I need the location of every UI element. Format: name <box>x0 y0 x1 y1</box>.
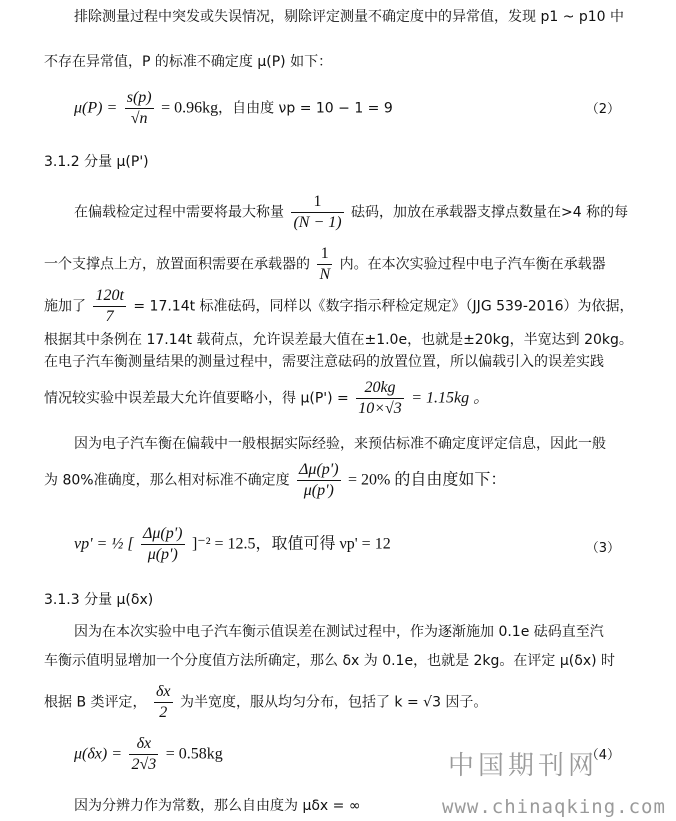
para2-line4: 根据其中条例在 17.14t 载荷点，允许误差最大值在±1.0e，也就是±20kg，半宽达到 20kg。 <box>44 332 633 348</box>
para2-l6-text-a: 情况较实验中误差最大允许值要略小，得 μ(P') = <box>44 390 349 407</box>
eq4-fraction <box>129 734 158 775</box>
equation-4-number: （4） <box>585 748 620 763</box>
para3-line1: 因为电子汽车衡在偏载中一般根据实际经验，来预估标准不确定度评定信息，因此一般 <box>74 436 606 452</box>
watermark-url: www.chinaqking.com <box>442 796 666 818</box>
equation-4 <box>74 734 223 775</box>
para4-l3-numerator: δx <box>154 682 173 703</box>
para2-line2 <box>44 244 606 285</box>
para4-l3-fraction <box>154 682 173 723</box>
para2-l1-text-b: 砝码，加放在承载器支撑点数量在>4 称的每 <box>351 204 629 221</box>
para4-line3 <box>44 682 487 723</box>
equation-3 <box>74 524 391 565</box>
para2-line1 <box>74 192 628 233</box>
section-3-1-3-heading: 3.1.3 分量 μ(δx) <box>44 592 154 608</box>
para2-l2-denominator: N <box>319 266 331 283</box>
para2-l1-fraction <box>291 192 343 233</box>
equation-2-number: （2） <box>585 102 620 117</box>
para3-l2-text-b: = 20% 的自由度如下： <box>347 471 507 489</box>
para3-l2-denominator: μ(p') <box>303 482 334 499</box>
para2-l3-denominator: 7 <box>105 308 114 325</box>
para2-l2-text-b: 内。在本次实验过程中电子汽车衡在承载器 <box>339 256 606 273</box>
para2-l6-fraction <box>356 378 404 419</box>
para2-l1-text-a: 在偏载检定过程中需要将最大称量 <box>74 204 284 221</box>
para2-line5: 在电子汽车衡测量结果的测量过程中，需要注意砝码的放置位置，所以偏载引入的误差实践 <box>44 354 604 370</box>
para4-line1: 因为在本次实验中电子汽车衡示值误差在测试过程中，作为逐渐施加 0.1e 砝码直至汽 <box>74 624 604 640</box>
para1-line1: 排除测量过程中突发或失误情况，剔除评定测量不确定度中的异常值，发现 p1 ~ p10 中 <box>74 9 625 25</box>
eq4-denominator: 2√3 <box>131 756 157 773</box>
para2-l2-text-a: 一个支撑点上方，放置面积需要在承载器的 <box>44 256 310 273</box>
para2-l6-denominator: 10×√3 <box>358 400 402 417</box>
equation-3-number: （3） <box>585 541 620 556</box>
para2-line6 <box>44 378 489 419</box>
eq2-fraction <box>125 88 154 129</box>
equation-2 <box>74 88 393 129</box>
eq2-lhs: μ(P) = <box>74 99 118 117</box>
para4-l3-text-a: 根据 B 类评定， <box>44 694 147 711</box>
para2-line3 <box>44 286 634 327</box>
para3-l2-numerator: Δμ(p') <box>297 460 341 481</box>
para2-l6-text-b: = 1.15kg 。 <box>411 389 490 407</box>
eq4-numerator: δx <box>129 734 158 755</box>
para2-l2-fraction <box>317 244 332 285</box>
eq3-denominator: μ(p') <box>147 546 178 563</box>
para4-line2: 车衡示值明显增加一个分度值方法所确定，那么 δx 为 0.1e，也就是 2kg。在评定 μ(δx) 时 <box>44 653 616 669</box>
eq3-rhs: ]⁻² = 12.5，取值可得 νp' = 12 <box>191 535 391 553</box>
para2-l1-numerator: 1 <box>291 192 343 213</box>
para2-l3-text-a: 施加了 <box>44 298 86 315</box>
eq3-lhs: νp' = ½ [ <box>74 535 134 553</box>
eq4-rhs: = 0.58kg <box>165 745 223 763</box>
para2-l3-fraction <box>93 286 125 327</box>
section-3-1-2-heading: 3.1.2 分量 μ(P') <box>44 154 149 170</box>
para4-l3-text-b: 为半宽度，服从均匀分布，包括了 k = √3 因子。 <box>179 694 488 711</box>
para3-l2-text-a: 为 80%准确度，那么相对标准不确定度 <box>44 472 290 489</box>
para2-l1-denominator: (N − 1) <box>293 214 342 231</box>
eq2-numerator: s(p) <box>125 88 154 109</box>
para2-l6-numerator: 20kg <box>356 378 404 399</box>
eq3-fraction <box>141 524 185 565</box>
para5-line1: 因为分辨力作为常数，那么自由度为 μδx = ∞ <box>74 798 361 814</box>
eq2-rhs: = 0.96kg <box>161 99 219 117</box>
eq4-lhs: μ(δx) = <box>74 745 123 763</box>
eq2-dof: ，自由度 νp = 10 − 1 = 9 <box>218 100 393 117</box>
watermark-cn: 中国期刊网 <box>448 751 599 781</box>
para1-line2: 不存在异常值，P 的标准不确定度 μ(P) 如下： <box>44 54 333 70</box>
para2-l3-numerator: 120t <box>93 286 125 307</box>
para2-l2-numerator: 1 <box>317 244 332 265</box>
para3-line2 <box>44 460 506 501</box>
para3-l2-fraction <box>297 460 341 501</box>
eq3-numerator: Δμ(p') <box>141 524 185 545</box>
para2-l3-text-b: = 17.14t 标准砝码，同样以《数字指示秤检定规定》（JJG 539-2016）为依据， <box>133 298 634 315</box>
eq2-denominator: √n <box>130 110 148 127</box>
para4-l3-denominator: 2 <box>159 704 168 721</box>
